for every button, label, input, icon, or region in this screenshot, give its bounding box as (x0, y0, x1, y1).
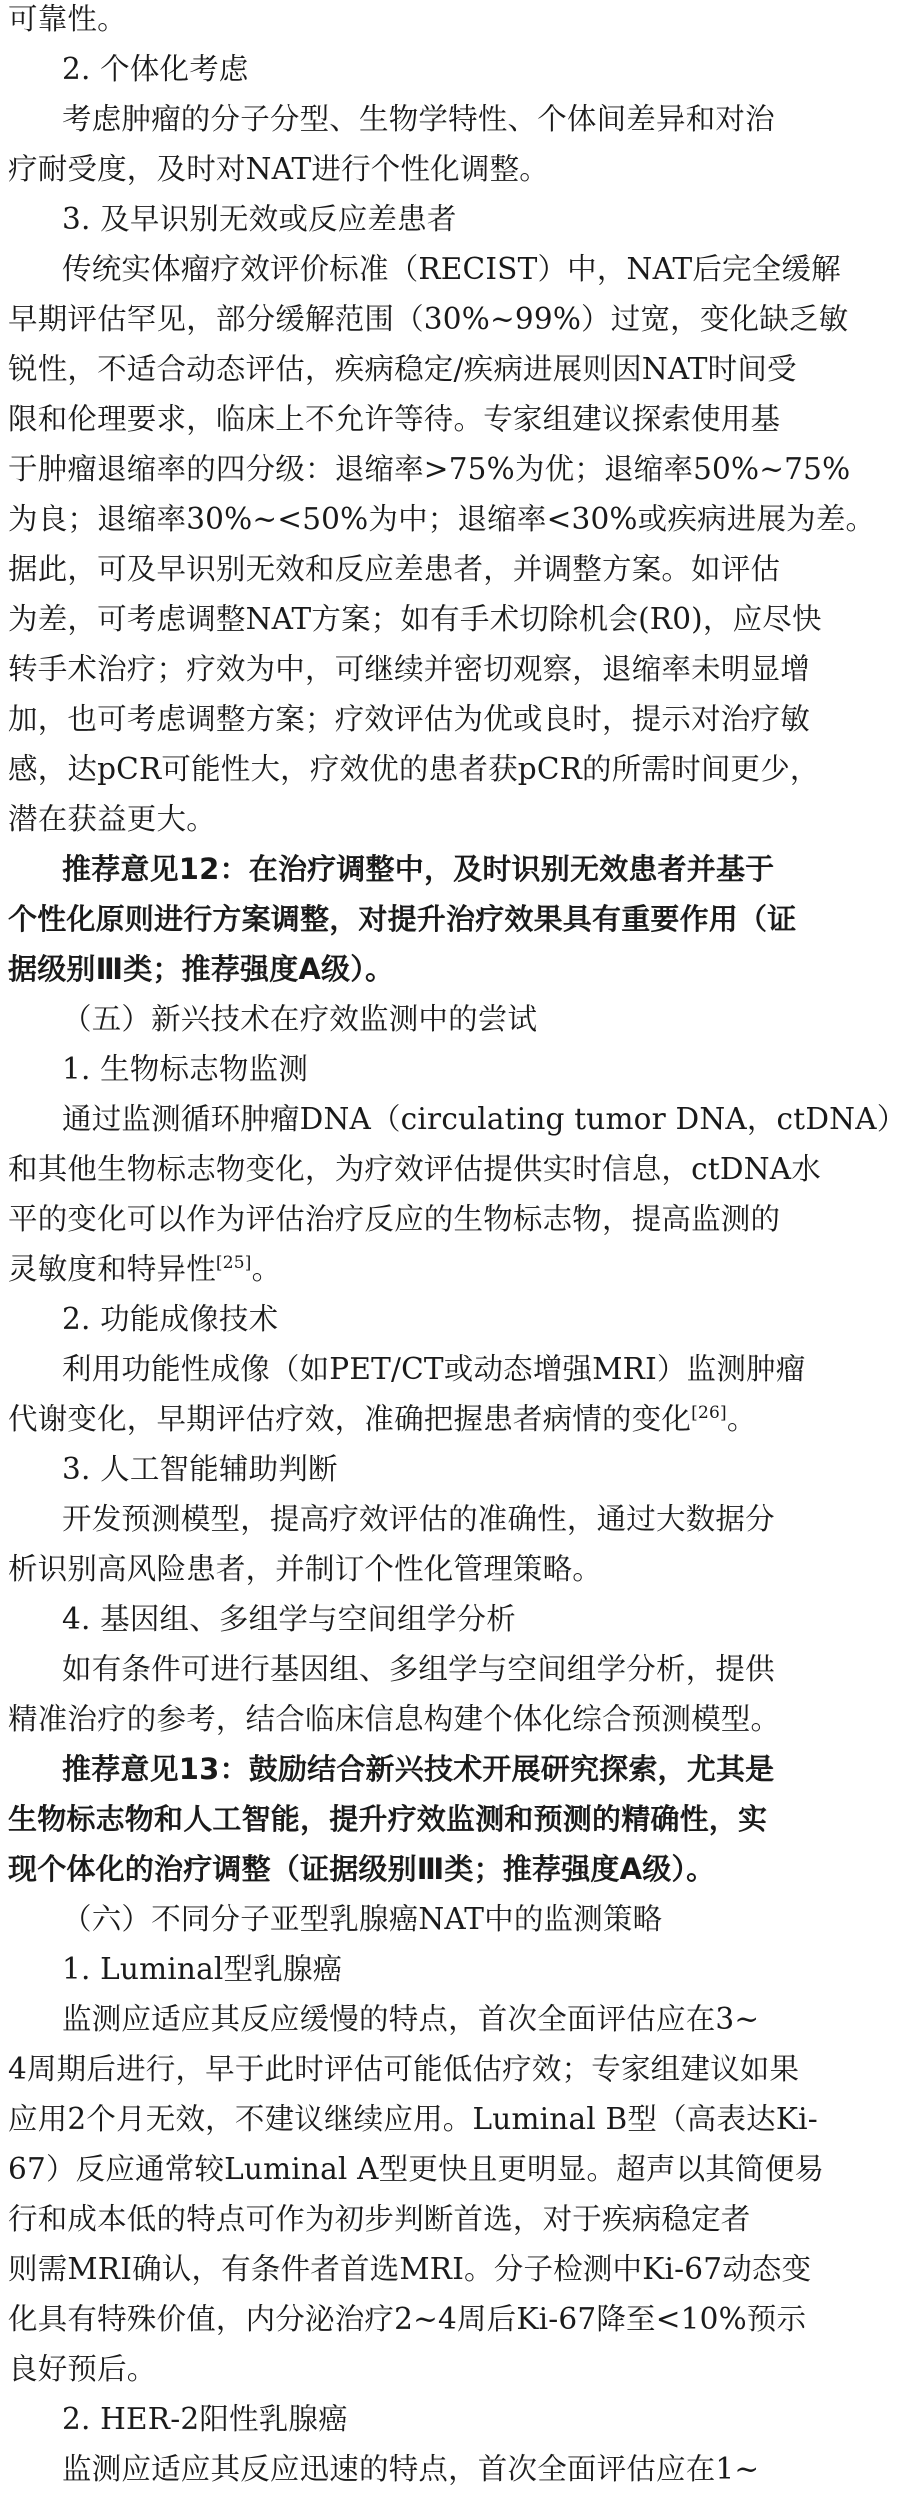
line-text: 行和成本低的特点可作为初步判断首选，对于疾病稳定者 (8, 2202, 751, 2236)
text-line (0, 1144, 821, 1194)
line-text: 通过监测循环肿瘤DNA（circulating tumor DNA，ctDNA） (62, 1102, 906, 1136)
line-text: 锐性，不适合动态评估，疾病稳定/疾病进展则因NAT时间受 (8, 352, 797, 386)
text-line (0, 1494, 816, 1544)
line-text: 1. Luminal型乳腺癌 (62, 1952, 343, 1986)
line-text: 精准治疗的参考，结合临床信息构建个体化综合预测模型。 (8, 1702, 781, 1736)
line-text: 为差，可考虑调整NAT方案；如有手术切除机会(R0)，应尽快 (8, 602, 822, 636)
line-text: 则需MRI确认，有条件者首选MRI。分子检测中Ki-67动态变 (8, 2252, 812, 2286)
line-text: 加，也可考虑调整方案；疗效评估为优或良时，提示对治疗敏 (8, 702, 810, 736)
text-line (0, 2044, 816, 2094)
recommendation-line (0, 1844, 816, 1894)
text-line (0, 2244, 816, 2294)
text-line (0, 344, 816, 394)
line-text: 转手术治疗；疗效为中，可继续并密切观察，退缩率未明显增 (8, 652, 810, 686)
text-line (0, 0, 816, 44)
line-text: （五）新兴技术在疗效监测中的尝试 (62, 1002, 538, 1036)
citation-ref: [25] (215, 1253, 252, 1274)
line-text-tail: 。 (251, 1252, 282, 1286)
line-text: 4. 基因组、多组学与空间组学分析 (62, 1602, 516, 1636)
text-line (0, 1094, 906, 1144)
text-line (0, 1294, 816, 1344)
line-text: 4周期后进行，早于此时评估可能低估疗效；专家组建议如果 (8, 2052, 800, 2086)
text-line (0, 244, 841, 294)
line-text: （六）不同分子亚型乳腺癌NAT中的监测策略 (62, 1902, 663, 1936)
line-text: 感，达pCR可能性大，疗效优的患者获pCR的所需时间更少， (8, 752, 820, 786)
text-line (0, 1544, 816, 1594)
text-line (0, 2144, 825, 2194)
line-text: 析识别高风险患者，并制订个性化管理策略。 (8, 1552, 603, 1586)
text-line (0, 794, 816, 844)
line-text: 为良；退缩率30%~<50%为中；退缩率<30%或疾病进展为差。 (8, 502, 876, 536)
line-text: 潜在获益更大。 (8, 802, 216, 836)
line-text: 考虑肿瘤的分子分型、生物学特性、个体间差异和对治 (62, 102, 775, 136)
text-line (0, 1994, 816, 2044)
line-text: 推荐意见13：鼓励结合新兴技术开展研究探索，尤其是 (62, 1752, 775, 1786)
text-line (0, 1694, 816, 1744)
text-line (0, 2394, 816, 2444)
line-text: 据此，可及早识别无效和反应差患者，并调整方案。如评估 (8, 552, 781, 586)
text-line (0, 194, 816, 244)
line-text: 代谢变化，早期评估疗效，准确把握患者病情的变化 (8, 1402, 692, 1436)
text-line (0, 44, 816, 94)
text-line (0, 1594, 816, 1644)
line-text: 和其他生物标志物变化，为疗效评估提供实时信息，ctDNA水 (8, 1152, 821, 1186)
line-text: 限和伦理要求，临床上不允许等待。专家组建议探索使用基 (8, 402, 781, 436)
text-line (0, 544, 816, 594)
text-line (0, 1194, 816, 1244)
line-text-tail: 。 (726, 1402, 757, 1436)
line-text: 早期评估罕见，部分缓解范围（30%~99%）过宽，变化缺乏敏 (8, 302, 849, 336)
text-line (0, 1444, 816, 1494)
line-text: 平的变化可以作为评估治疗反应的生物标志物，提高监测的 (8, 1202, 781, 1236)
text-line (0, 1394, 816, 1444)
line-text: 生物标志物和人工智能，提升疗效监测和预测的精确性，实 (8, 1802, 768, 1836)
line-text: 如有条件可进行基因组、多组学与空间组学分析，提供 (62, 1652, 775, 1686)
line-text: 67）反应通常较Luminal A型更快且更明显。超声以其简便易 (8, 2152, 825, 2186)
text-line (0, 694, 816, 744)
citation-ref: [26] (691, 1403, 727, 1424)
text-line (0, 2194, 816, 2244)
line-text: 化具有特殊价值，内分泌治疗2~4周后Ki-67降至<10%预示 (8, 2302, 807, 2336)
recommendation-line (0, 944, 816, 994)
line-text: 2. 个体化考虑 (62, 52, 249, 86)
recommendation-line (0, 1744, 816, 1794)
text-line (0, 94, 816, 144)
line-text: 于肿瘤退缩率的四分级：退缩率>75%为优；退缩率50%~75% (8, 452, 851, 486)
line-text: 3. 人工智能辅助判断 (62, 1452, 338, 1486)
text-line (0, 494, 876, 544)
text-line (0, 444, 851, 494)
line-text: 个性化原则进行方案调整，对提升治疗效果具有重要作用（证 (8, 902, 797, 936)
text-line (0, 644, 816, 694)
text-line (0, 144, 816, 194)
line-text: 推荐意见12：在治疗调整中，及时识别无效患者并基于 (62, 852, 775, 886)
text-line (0, 1644, 816, 1694)
line-text: 3. 及早识别无效或反应差患者 (62, 202, 457, 236)
line-text: 监测应适应其反应缓慢的特点，首次全面评估应在3~ (62, 2002, 760, 2036)
text-line (0, 1944, 816, 1994)
text-line (0, 294, 849, 344)
line-text: 1. 生物标志物监测 (62, 1052, 309, 1086)
recommendation-line (0, 894, 816, 944)
text-line (0, 2094, 816, 2144)
recommendation-line (0, 844, 816, 894)
text-line (0, 2294, 816, 2344)
text-line (0, 1894, 816, 1944)
line-text: 现个体化的治疗调整（证据级别Ⅲ类；推荐强度A级）。 (8, 1852, 716, 1886)
line-text: 应用2个月无效，不建议继续应用。Luminal B型（高表达Ki- (8, 2102, 818, 2136)
line-text: 2. 功能成像技术 (62, 1302, 279, 1336)
line-text: 灵敏度和特异性 (8, 1252, 216, 1286)
line-text: 据级别Ⅲ类；推荐强度A级）。 (8, 952, 395, 986)
text-line (0, 1044, 816, 1094)
text-line (0, 744, 820, 794)
line-text: 2. HER-2阳性乳腺癌 (62, 2402, 348, 2436)
line-text: 疗耐受度，及时对NAT进行个性化调整。 (8, 152, 549, 186)
line-text: 良好预后。 (8, 2352, 157, 2386)
text-line (0, 2444, 816, 2494)
text-line (0, 2344, 816, 2394)
recommendation-line (0, 1794, 816, 1844)
text-line (0, 394, 816, 444)
line-text: 利用功能性成像（如PET/CT或动态增强MRI）监测肿瘤 (62, 1352, 806, 1386)
line-text: 监测应适应其反应迅速的特点，首次全面评估应在1~ (62, 2452, 760, 2486)
text-line (0, 1344, 816, 1394)
text-line (0, 594, 822, 644)
line-text: 可靠性。 (8, 2, 127, 36)
text-line (0, 994, 816, 1044)
text-line (0, 1244, 816, 1294)
line-text: 传统实体瘤疗效评价标准（RECIST）中，NAT后完全缓解 (62, 252, 841, 286)
line-text: 开发预测模型，提高疗效评估的准确性，通过大数据分 (62, 1502, 775, 1536)
